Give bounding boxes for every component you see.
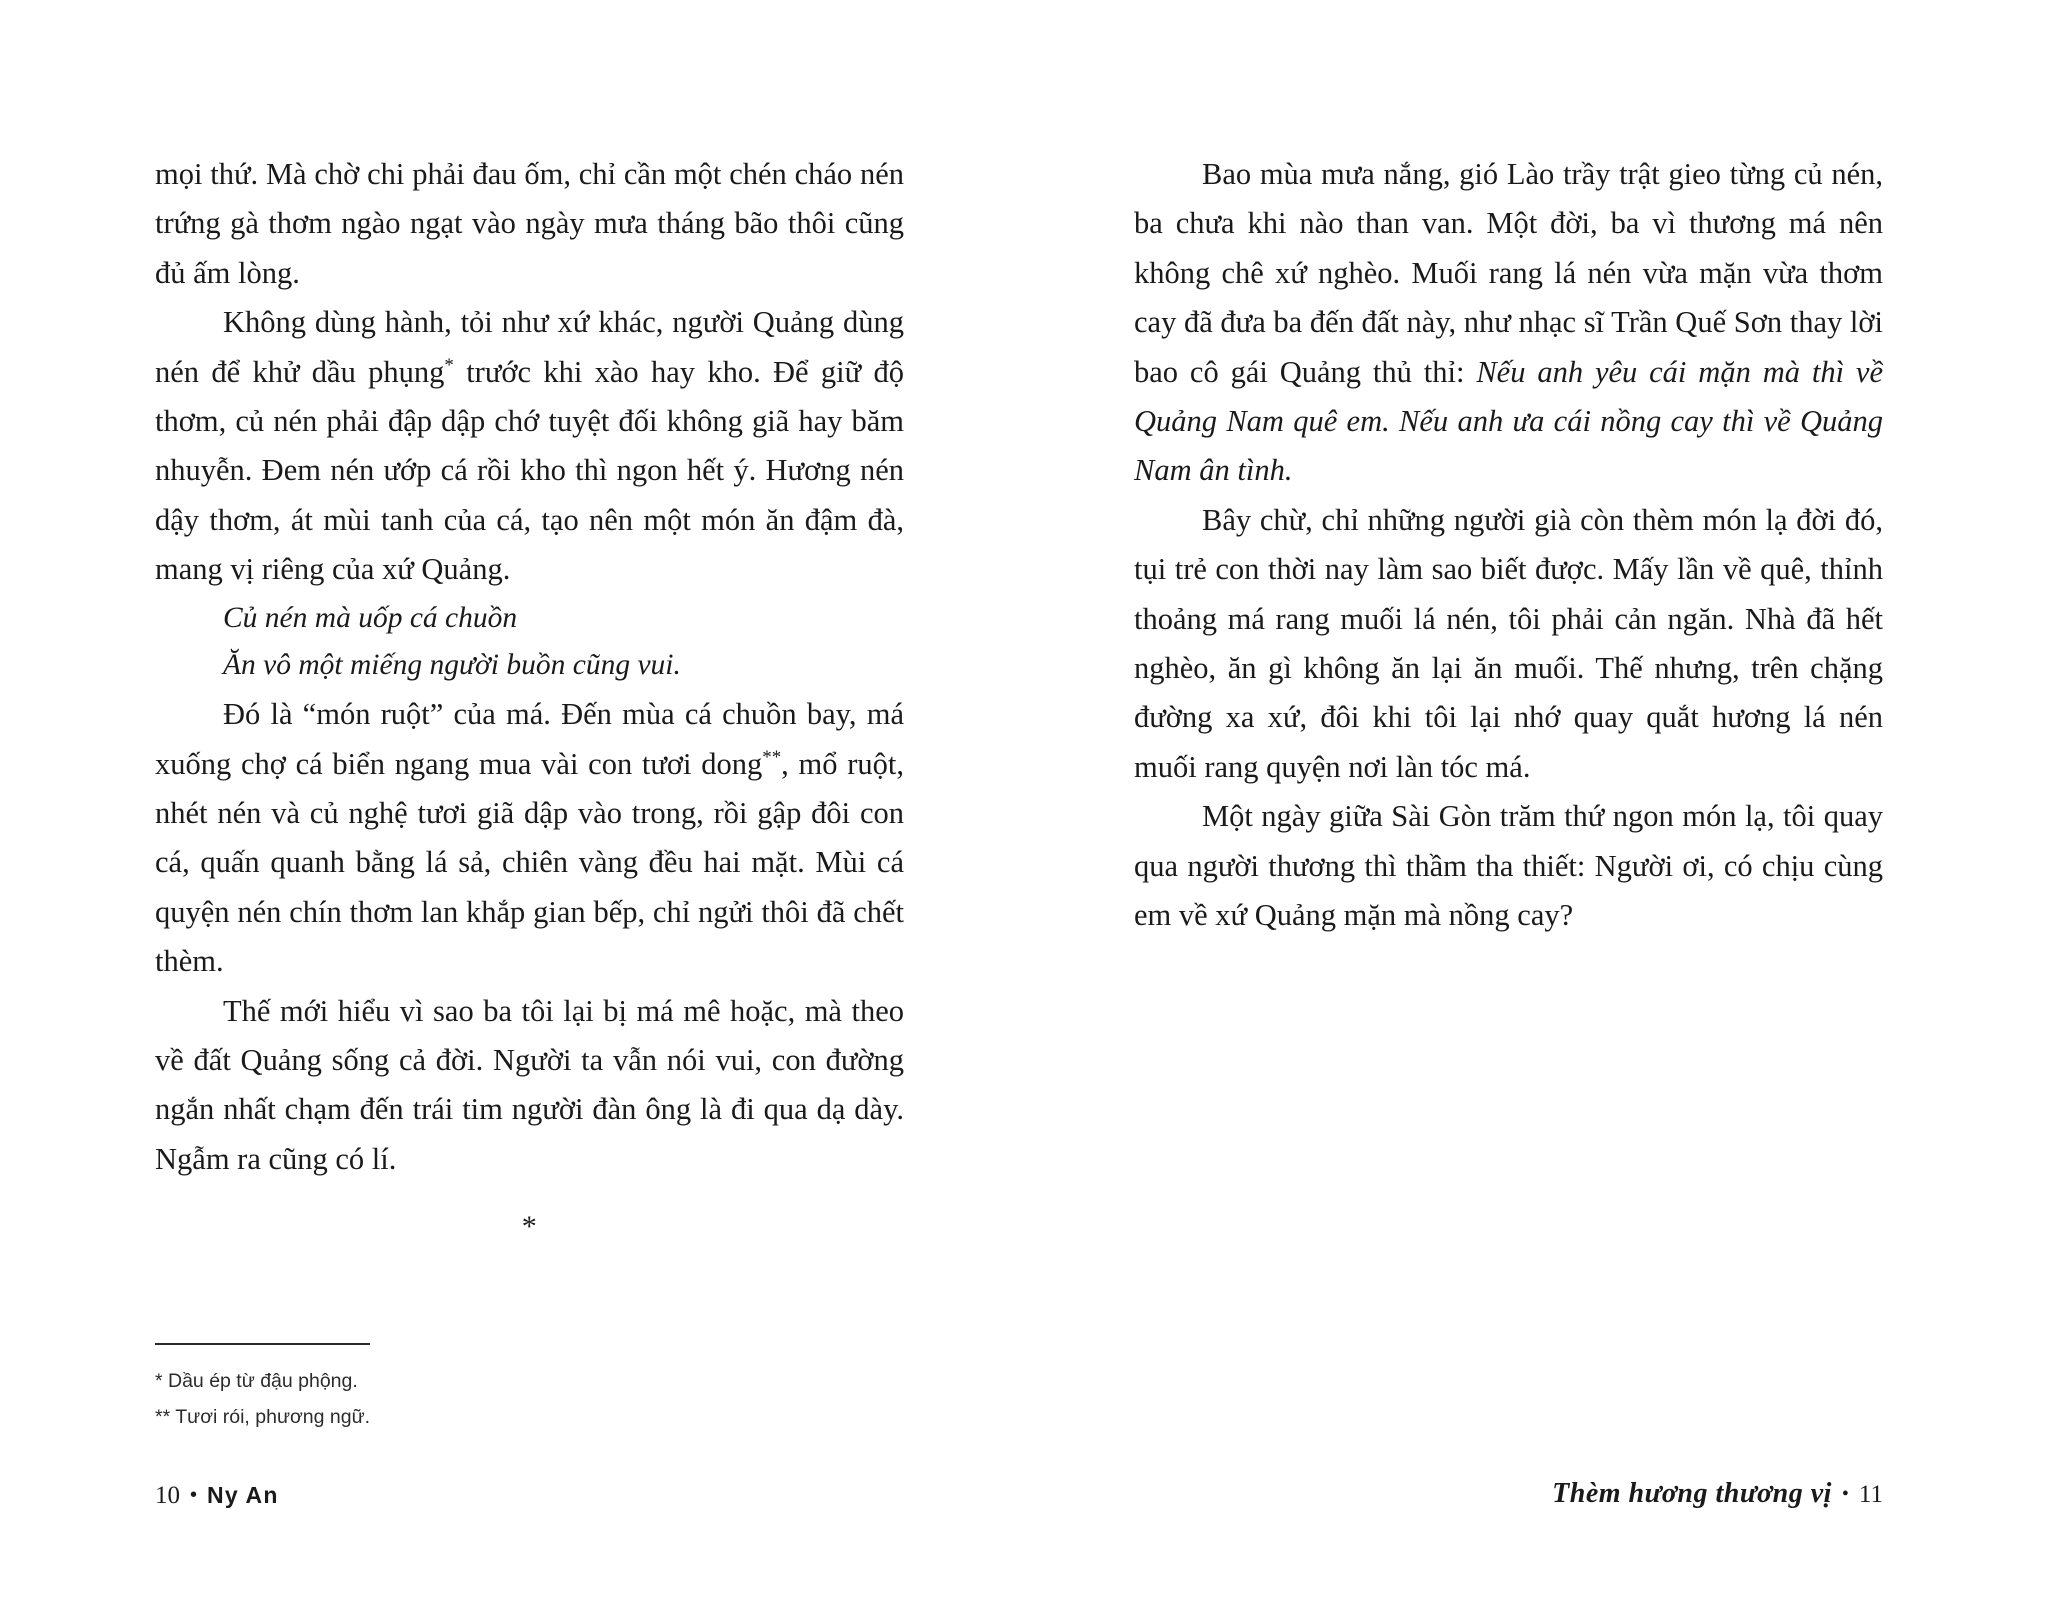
paragraph: Thế mới hiểu vì sao ba tôi lại bị má mê hoặc, mà theo về đất Quảng sống cả đời. Người ta vẫn nói vui, con đường ngắn nhất chạm đến trái tim người đàn ông là đi qua dạ dày. Ngẫm ra cũng có lí. <box>155 993 904 1176</box>
paragraph-text-before-footnote: Đó là “món ruột” của má. Đến mùa cá chuồn bay, má xuống chợ cá biển ngang mua vài con tươi dong <box>155 697 904 781</box>
paragraph-with-quote <box>1134 150 1883 496</box>
paragraph: mọi thứ. Mà chờ chi phải đau ốm, chỉ cần một chén cháo nén trứng gà thơm ngào ngạt vào ngày mưa tháng bão thôi cũng đủ ấm lòng. <box>155 157 904 290</box>
left-folio <box>155 1482 279 1510</box>
paragraph-text: Bao mùa mưa nắng, gió Lào trầy trật gieo từng củ nén, ba chưa khi nào than van. Một đời, ba vì thương má nên không chê xứ nghèo. Muối rang lá nén vừa mặn vừa thơm cay đã đưa ba đến đất này, như nhạc sĩ Trần Quế Sơn thay lời bao cô gái Quảng thủ thỉ: <box>1134 157 1883 389</box>
right-page-text-column <box>1134 150 1883 941</box>
paragraph-text-after-footnote: , mổ ruột, nhét nén và củ nghệ tươi giã dập vào trong, rồi gập đôi con cá, quấn quanh bằng lá sả, chiên vàng đều hai mặt. Mùi cá quyện nén chín thơm lan khắp gian bếp, chỉ ngửi thôi đã chết thèm. <box>155 746 904 979</box>
section-separator: * <box>521 1210 538 1244</box>
verse-line: Củ nén mà uốp cá chuồn <box>223 601 518 634</box>
page-number: 11 <box>1858 1481 1883 1508</box>
paragraph-text-before-footnote: Không dùng hành, tỏi như xứ khác, người Quảng dùng nén để khử dầu phụng <box>155 305 904 389</box>
paragraph: Bây chừ, chỉ những người già còn thèm món lạ đời đó, tụi trẻ con thời nay làm sao biết được. Mấy lần về quê, thỉnh thoảng má rang muối lá nén, tôi phải cản ngăn. Nhà đã hết nghèo, ăn gì không ăn lại ăn muối. Thế nhưng, trên chặng đường xa xứ, đôi khi tôi lại nhớ quay quắt hương lá nén muối rang quyện nơi làn tóc má. <box>1134 502 1883 784</box>
footnote-marker: * <box>444 354 454 376</box>
paragraph: Một ngày giữa Sài Gòn trăm thứ ngon món lạ, tôi quay qua người thương thì thầm tha thiết: Người ơi, có chịu cùng em về xứ Quảng mặn mà nồng cay? <box>1134 799 1883 933</box>
paragraph-text-after-footnote: trước khi xào hay kho. Để giữ độ thơm, củ nén phải đập dập chớ tuyệt đối không giã hay băm nhuyễn. Đem nén ướp cá rồi kho thì ngon hết ý. Hương nén dậy thơm, át mùi tanh của cá, tạo nên một món ăn đậm đà, mang vị riêng của xứ Quảng. <box>155 354 904 587</box>
page-number: 10 <box>155 1482 180 1509</box>
author-name: Ny An <box>207 1482 279 1508</box>
verse-line: Ăn vô một miếng người buồn cũng vui. <box>223 649 681 682</box>
folio-dot: • <box>190 1484 198 1506</box>
folio-dot: • <box>1841 1483 1849 1505</box>
right-page <box>1024 0 2048 1615</box>
footnotes-block <box>155 1343 855 1435</box>
book-title: Thèm hương thương vị <box>1552 1478 1832 1509</box>
quoted-lyrics: Nếu anh yêu cái mặn mà thì về Quảng Nam quê em. Nếu anh ưa cái nồng cay thì về Quảng Nam ân tình. <box>1134 354 1883 488</box>
paragraph-with-footnote <box>155 690 904 986</box>
footnote-text: ** Tươi rói, phương ngữ. <box>155 1405 371 1428</box>
left-page-text-column <box>155 150 904 1244</box>
right-folio <box>1552 1478 1883 1510</box>
footnote-marker: ** <box>762 746 782 768</box>
footnote-rule <box>155 1343 370 1345</box>
paragraph-with-footnote <box>155 298 904 594</box>
footnote-text: * Dầu ép từ đậu phộng. <box>155 1369 358 1392</box>
